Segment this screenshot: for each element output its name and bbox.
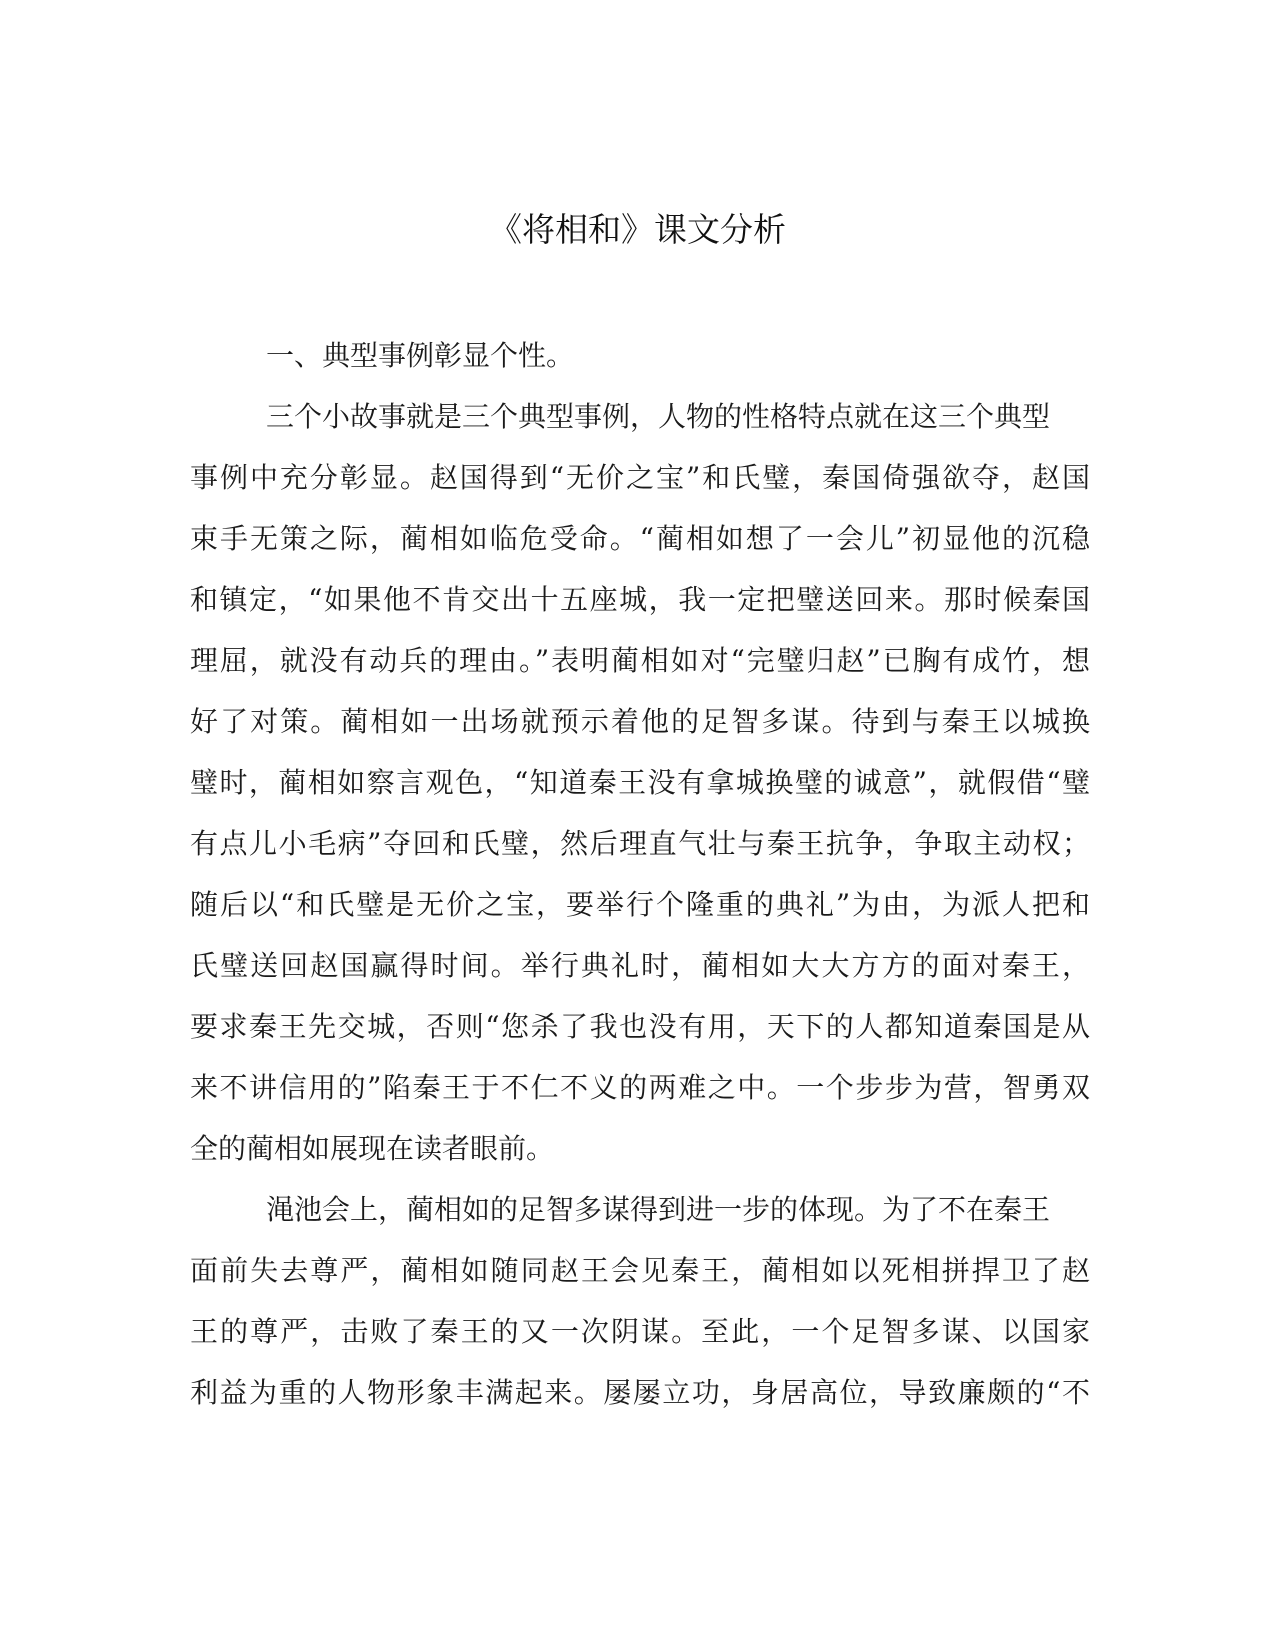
paragraph-line: 全的蔺相如展现在读者眼前。 xyxy=(190,1132,555,1165)
paragraph-line: 璧时，蔺相如察言观色，“知道秦王没有拿城换璧的诚意”，就假借“璧 xyxy=(190,766,1090,799)
paragraph-line: 面前失去尊严，蔺相如随同赵王会见秦王，蔺相如以死相拼捍卫了赵 xyxy=(190,1254,1090,1287)
document-body xyxy=(190,325,1090,1423)
paragraph-line: 和镇定，“如果他不肯交出十五座城，我一定把璧送回来。那时候秦国 xyxy=(190,583,1090,616)
paragraph xyxy=(190,1179,1090,1423)
section-heading-text: 一、典型事例彰显个性。 xyxy=(266,339,575,372)
paragraph-line: 理屈，就没有动兵的理由。”表明蔺相如对“完璧归赵”已胸有成竹，想 xyxy=(190,644,1090,677)
paragraph-line: 随后以“和氏璧是无价之宝，要举行个隆重的典礼”为由，为派人把和 xyxy=(190,888,1090,921)
paragraph-line: 事例中充分彰显。赵国得到“无价之宝”和氏璧，秦国倚强欲夺，赵国 xyxy=(190,461,1090,494)
paragraph-line: 利益为重的人物形象丰满起来。屡屡立功，身居高位，导致廉颇的“不 xyxy=(190,1376,1090,1409)
paragraph-line: 来不讲信用的”陷秦王于不仁不义的两难之中。一个步步为营，智勇双 xyxy=(190,1071,1090,1104)
paragraph-line: 渑池会上，蔺相如的足智多谋得到进一步的体现。为了不在秦王 xyxy=(266,1193,1051,1226)
paragraph-line: 束手无策之际，蔺相如临危受命。“蔺相如想了一会儿”初显他的沉稳 xyxy=(190,522,1090,555)
paragraph-line: 王的尊严，击败了秦王的又一次阴谋。至此，一个足智多谋、以国家 xyxy=(190,1315,1090,1348)
paragraph-line: 要求秦王先交城，否则“您杀了我也没有用，天下的人都知道秦国是从 xyxy=(190,1010,1090,1043)
paragraph-line: 好了对策。蔺相如一出场就预示着他的足智多谋。待到与秦王以城换 xyxy=(190,705,1090,738)
section-heading xyxy=(190,325,1090,386)
paragraph-line: 有点儿小毛病”夺回和氏璧，然后理直气壮与秦王抗争，争取主动权； xyxy=(190,827,1090,860)
paragraph-line: 三个小故事就是三个典型事例，人物的性格特点就在这三个典型 xyxy=(266,400,1051,433)
paragraph-line: 氏璧送回赵国赢得时间。举行典礼时，蔺相如大大方方的面对秦王， xyxy=(190,949,1090,982)
paragraph xyxy=(190,386,1090,1179)
document-title: 《将相和》课文分析 xyxy=(489,210,786,249)
